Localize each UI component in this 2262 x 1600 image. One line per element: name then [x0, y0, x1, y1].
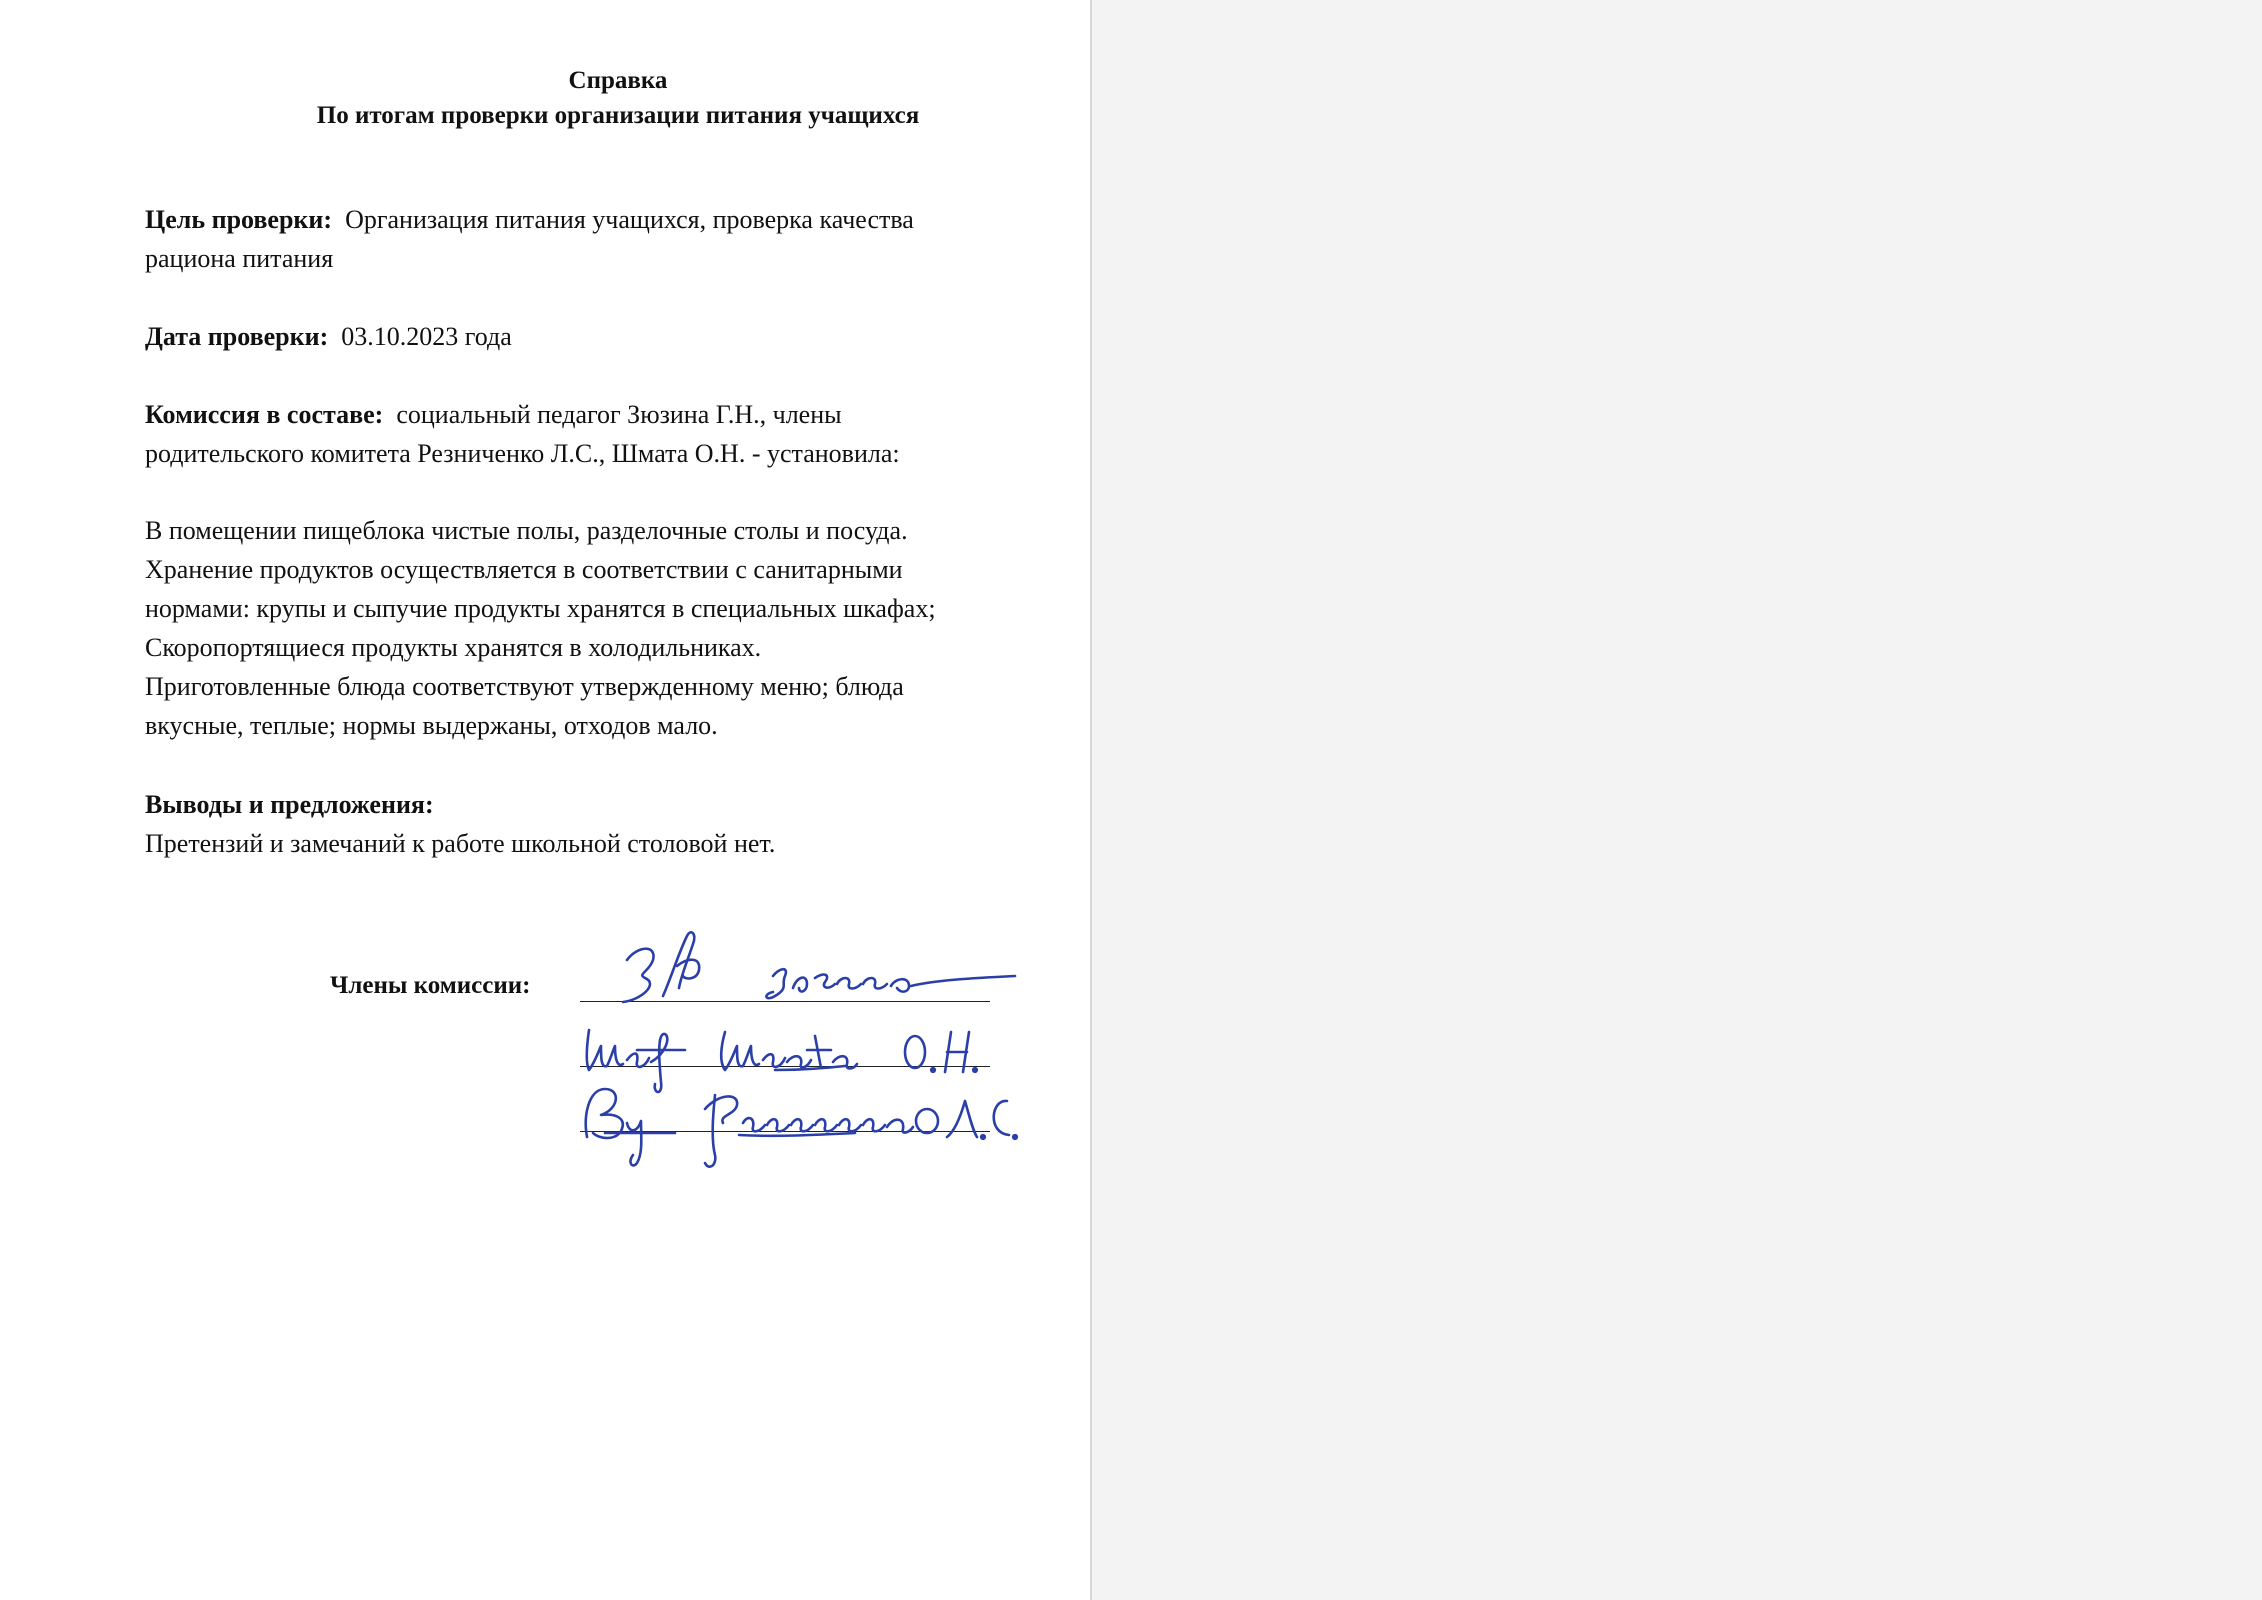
commission-line1: социальный педагог Зюзина Г.Н., члены: [396, 400, 842, 429]
goal-label: Цель проверки:: [145, 205, 333, 234]
conclusions-text: Претензий и замечаний к работе школьной столовой нет.: [145, 829, 776, 858]
date-label: Дата проверки:: [145, 322, 329, 351]
document-title: Справка: [568, 67, 668, 94]
findings-line: Приготовленные блюда соответствуют утвержденному меню; блюда: [145, 672, 904, 701]
date-value: 03.10.2023 года: [341, 322, 512, 351]
findings-line: В помещении пищеблока чистые полы, разделочные столы и посуда.: [145, 516, 908, 545]
goal-text-line2: рациона питания: [145, 244, 334, 273]
document-page: [0, 0, 1092, 1600]
members-label: Члены комиссии:: [330, 972, 531, 999]
goal-text-line1: Организация питания учащихся, проверка качества: [345, 205, 914, 234]
commission-section: [145, 395, 1065, 473]
goal-section: [145, 200, 1065, 278]
conclusions-label: Выводы и предложения:: [145, 790, 434, 819]
findings-section: [145, 511, 1065, 745]
document-subtitle: По итогам проверки организации питания учащихся: [316, 102, 920, 129]
findings-line: Хранение продуктов осуществляется в соответствии с санитарными: [145, 555, 903, 584]
signature-reznichenko-icon: [575, 1075, 1095, 1175]
findings-line: Скоропортящиеся продукты хранятся в холодильниках.: [145, 633, 762, 662]
commission-line2: родительского комитета Резниченко Л.С., Шмата О.Н. - установила:: [145, 439, 900, 468]
conclusions-section: [145, 785, 1065, 863]
findings-line: вкусные, теплые; нормы выдержаны, отходов мало.: [145, 711, 718, 740]
date-section: [145, 317, 1065, 356]
findings-line: нормами: крупы и сыпучие продукты хранятся в специальных шкафах;: [145, 594, 936, 623]
commission-label: Комиссия в составе:: [145, 400, 384, 429]
signature-zyuzina-icon: [575, 918, 1095, 1008]
